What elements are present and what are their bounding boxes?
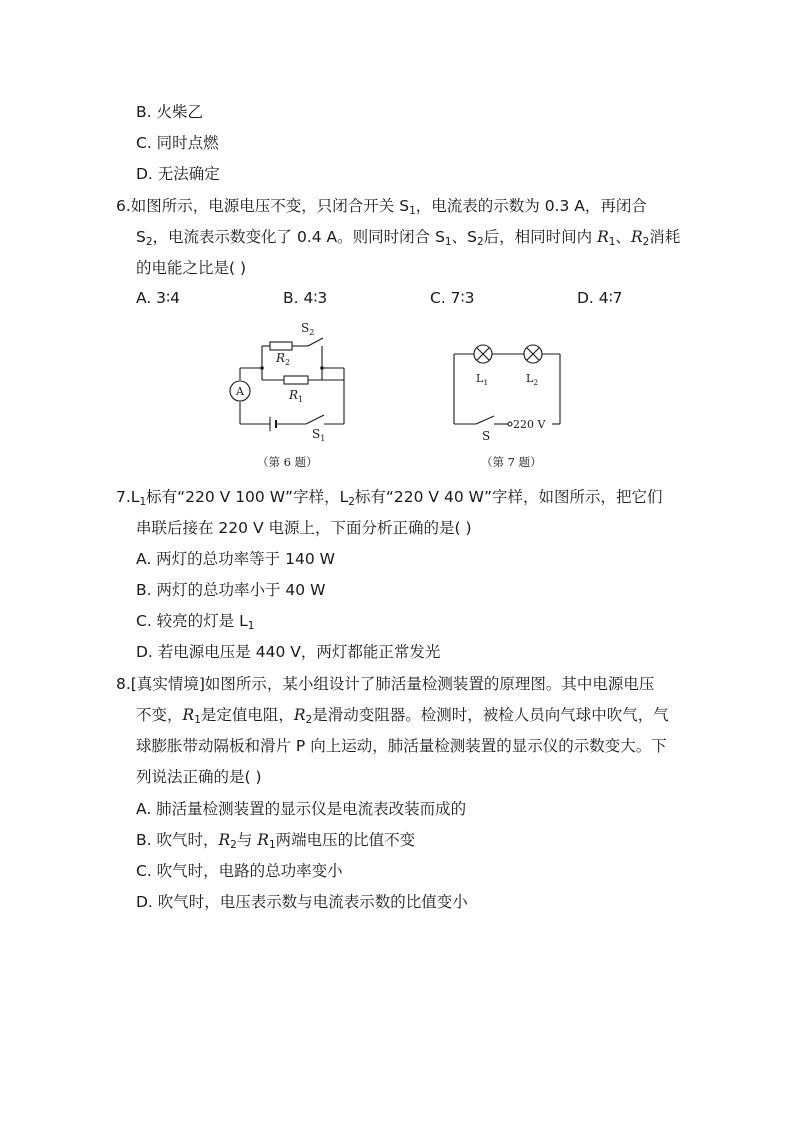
label-s2: $S_2$ <box>301 321 315 337</box>
q5-option-b: B. 火柴乙 <box>136 103 203 121</box>
q6-stem-line3: 的电能之比是( ) <box>136 259 247 277</box>
fig6-caption: （第 6 题） <box>257 455 318 469</box>
q6-stem-line1: 6.如图所示，电源电压不变，只闭合开关 $S_1$，电流表的示数为 0.3 A，再闭合 <box>116 197 647 217</box>
q6-option-c: C. 7∶3 <box>430 289 475 307</box>
q7-option-a: A. 两灯的总功率等于 140 W <box>136 550 335 568</box>
q8-option-a: A. 肺活量检测装置的显示仪是电流表改装而成的 <box>136 800 467 818</box>
q8-number: 8. <box>116 675 131 693</box>
q6-number: 6. <box>116 197 131 215</box>
q8-option-c: C. 吹气时，电路的总功率变小 <box>136 862 343 880</box>
fig7-caption: （第 7 题） <box>481 455 542 469</box>
q6-option-b: B. 4∶3 <box>283 289 328 307</box>
circuit-diagram-q6 <box>222 318 362 448</box>
q6-option-a: A. 3∶4 <box>136 289 180 307</box>
q7-option-c: C. 较亮的灯是 $L_1$ <box>136 612 255 632</box>
q6-stem-line2: $S_2$，电流表示数变化了 0.4 A。则同时闭合 $S_1$、$S_2$后，相同时间内 $R_1$、$R_2$消耗 <box>136 228 681 248</box>
label-r2: $R_2$ <box>276 351 291 367</box>
label-r1: $R_1$ <box>289 388 304 404</box>
q7-number: 7. <box>116 488 131 506</box>
q6-option-d: D. 4∶7 <box>577 289 623 307</box>
q8-stem-line1: 8.[真实情境]如图所示，某小组设计了肺活量检测装置的原理图。其中电源电压 <box>116 675 655 693</box>
circuit-diagram-q7 <box>448 338 568 446</box>
q8-option-b: B. 吹气时，$R_2$与 $R_1$两端电压的比值不变 <box>136 831 416 851</box>
q5-option-d: D. 无法确定 <box>136 165 220 183</box>
q7-option-b: B. 两灯的总功率小于 40 W <box>136 581 326 599</box>
label-switch-s: S <box>482 429 491 443</box>
q8-stem-line2: 不变，$R_1$是定值电阻，$R_2$是滑动变阻器。检测时，被检人员向气球中吹气，气 <box>136 706 669 726</box>
q5-option-c: C. 同时点燃 <box>136 134 219 152</box>
ammeter-symbol: A <box>236 385 244 398</box>
label-l2: $L_2$ <box>526 372 539 387</box>
label-l1: $L_1$ <box>476 372 489 387</box>
q7-stem-line2: 串联后接在 220 V 电源上，下面分析正确的是( ) <box>136 519 472 537</box>
label-220v: 220 V <box>513 418 546 431</box>
label-s1: $S_1$ <box>312 427 326 443</box>
q8-stem-line3: 球膨胀带动隔板和滑片 P 向上运动，肺活量检测装置的显示仪的示数变大。下 <box>136 737 667 755</box>
q7-option-d: D. 若电源电压是 440 V，两灯都能正常发光 <box>136 643 441 661</box>
q8-stem-line4: 列说法正确的是( ) <box>136 768 262 786</box>
q7-stem-line1: $7.L_1$标有“220 V 100 W”字样，$L_2$标有“220 V 40 W”字样，如图所示，把它们 <box>116 488 663 508</box>
q8-option-d: D. 吹气时，电压表示数与电流表示数的比值变小 <box>136 893 468 911</box>
